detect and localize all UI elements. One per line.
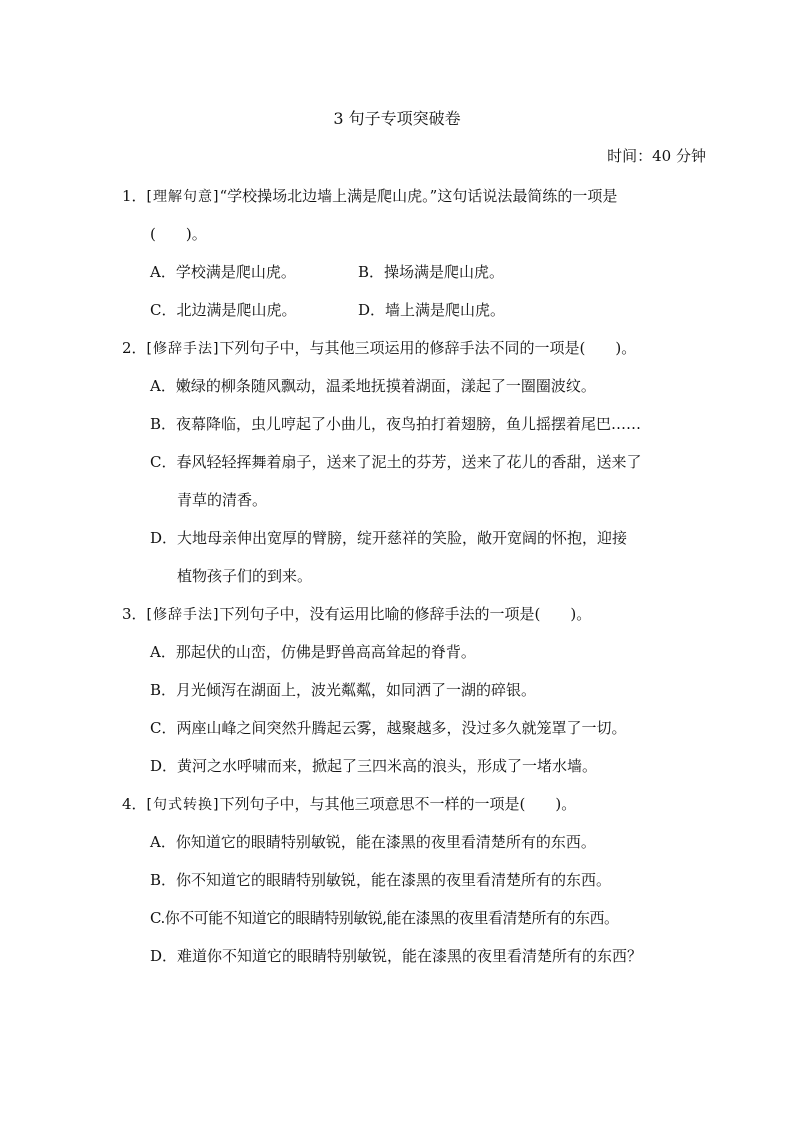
q4-option-d: D．难道你不知道它的眼睛特别敏锐，能在漆黑的夜里看清楚所有的东西？ xyxy=(150,947,643,965)
question-text: 下列句子中，没有运用比喻的修辞手法的一项是( )。 xyxy=(219,605,592,623)
q2-option-c-cont: 青草的清香。 xyxy=(177,491,268,509)
question-tag: [理解句意] xyxy=(146,189,220,205)
question-text: 下列句子中，与其他三项意思不一样的一项是( )。 xyxy=(219,795,577,813)
question-1-stem-cont: ( )。 xyxy=(150,225,207,243)
question-number: 4． xyxy=(122,795,147,813)
q2-option-d: D．大地母亲伸出宽厚的臂膀，绽开慈祥的笑脸，敞开宽阔的怀抱，迎接 xyxy=(150,529,628,547)
q1-option-d: D．墙上满是爬山虎。 xyxy=(358,301,506,319)
q2-option-a: A．嫩绿的柳条随风飘动，温柔地抚摸着湖面，漾起了一圈圈波纹。 xyxy=(150,377,596,395)
q2-option-d-cont: 植物孩子们的到来。 xyxy=(177,567,313,585)
question-tag: [句式转换] xyxy=(146,797,220,813)
question-4-stem xyxy=(122,793,576,816)
q4-option-c: C.你不可能不知道它的眼睛特别敏锐,能在漆黑的夜里看清楚所有的东西。 xyxy=(150,909,619,927)
time-limit: 时间：40 分钟 xyxy=(607,147,706,165)
q3-option-c: C．两座山峰之间突然升腾起云雾，越聚越多，没过多久就笼罩了一切。 xyxy=(150,719,627,737)
q3-option-b: B．月光倾泻在湖面上，波光粼粼，如同洒了一湖的碎银。 xyxy=(150,681,537,699)
q4-option-b: B．你不知道它的眼睛特别敏锐，能在漆黑的夜里看清楚所有的东西。 xyxy=(150,871,612,889)
q3-option-d: D．黄河之水呼啸而来，掀起了三四米高的浪头，形成了一堵水墙。 xyxy=(150,757,598,775)
question-1-stem xyxy=(122,185,617,208)
page-title: 3 句子专项突破卷 xyxy=(333,109,461,128)
question-2-stem xyxy=(122,337,636,360)
q1-option-c: C．北边满是爬山虎。 xyxy=(150,301,297,319)
question-3-stem xyxy=(122,603,591,626)
question-tag: [修辞手法] xyxy=(146,607,220,623)
question-number: 1． xyxy=(122,187,147,205)
question-text: 下列句子中，与其他三项运用的修辞手法不同的一项是( )。 xyxy=(219,339,637,357)
q2-option-c: C．春风轻轻挥舞着扇子，送来了泥土的芬芳，送来了花儿的香甜，送来了 xyxy=(150,453,642,471)
question-text: “学校操场北边墙上满是爬山虎。”这句话说法最简练的一项是 xyxy=(219,187,618,205)
question-number: 3． xyxy=(122,605,147,623)
question-tag: [修辞手法] xyxy=(146,341,220,357)
question-number: 2． xyxy=(122,339,147,357)
q1-option-b: B．操场满是爬山虎。 xyxy=(358,263,505,281)
q3-option-a: A．那起伏的山峦，仿佛是野兽高高耸起的脊背。 xyxy=(150,643,476,661)
q2-option-b: B．夜幕降临，虫儿哼起了小曲儿，夜鸟拍打着翅膀，鱼儿摇摆着尾巴…… xyxy=(150,415,642,433)
q4-option-a: A．你知道它的眼睛特别敏锐，能在漆黑的夜里看清楚所有的东西。 xyxy=(150,833,596,851)
q1-option-a: A．学校满是爬山虎。 xyxy=(150,263,296,281)
